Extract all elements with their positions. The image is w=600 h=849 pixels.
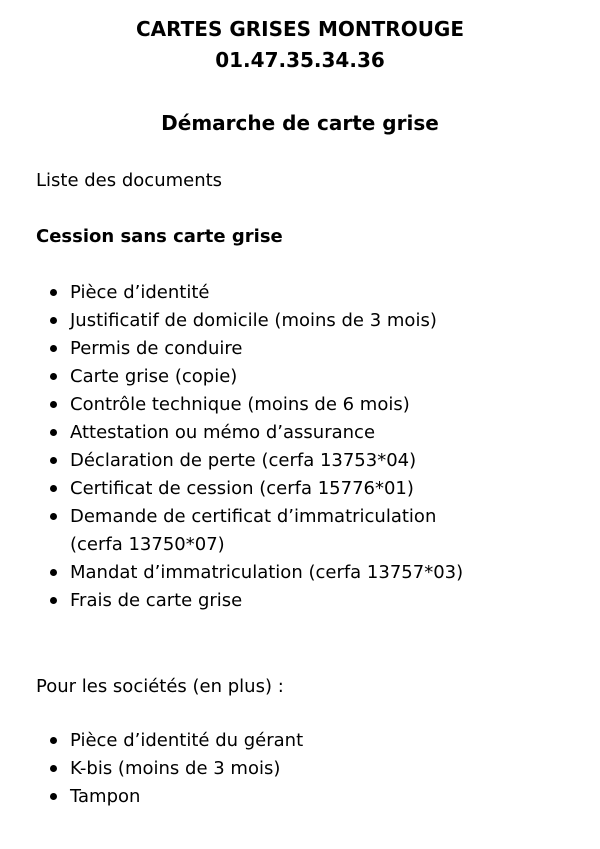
list-item-label: K-bis (moins de 3 mois)	[70, 758, 281, 779]
bullet-icon	[50, 569, 57, 576]
bullet-icon	[50, 793, 57, 800]
list-item-label: Justificatif de domicile (moins de 3 mois)	[70, 310, 437, 331]
list-item-label: Pièce d’identité	[70, 282, 210, 303]
bullet-icon	[50, 401, 57, 408]
list-item-label: Carte grise (copie)	[70, 366, 238, 387]
list-item-label: Mandat d’immatriculation (cerfa 13757*03)	[70, 562, 464, 583]
list-item	[36, 363, 576, 391]
bullet-icon	[50, 289, 57, 296]
list-item	[36, 391, 576, 419]
list-item-label: Permis de conduire	[70, 338, 243, 359]
list-item-label: Frais de carte grise	[70, 590, 243, 611]
page-subtitle: Démarche de carte grise	[161, 111, 439, 135]
bullet-icon	[50, 737, 57, 744]
list-item-label: Demande de certificat d’immatriculation (cerfa 13750*07)	[70, 506, 437, 555]
bullet-icon	[50, 765, 57, 772]
list-item-label: Pièce d’identité du gérant	[70, 730, 304, 751]
list-item	[36, 307, 576, 335]
header-title: CARTES GRISES MONTROUGE	[135, 17, 465, 41]
bullet-icon	[50, 597, 57, 604]
list-item	[36, 503, 576, 559]
list-item-label: Tampon	[70, 786, 141, 807]
bullet-icon	[50, 485, 57, 492]
list-item-label: Contrôle technique (moins de 6 mois)	[70, 394, 410, 415]
list-item	[36, 335, 576, 363]
list-item	[36, 475, 576, 503]
companies-documents-list	[36, 727, 576, 811]
list-item-label: Certificat de cession (cerfa 15776*01)	[70, 478, 414, 499]
companies-section-title: Pour les sociétés (en plus) :	[36, 676, 284, 697]
bullet-icon	[50, 513, 57, 520]
list-item	[36, 587, 576, 615]
list-item-label: Déclaration de perte (cerfa 13753*04)	[70, 450, 417, 471]
header-phone: 01.47.35.34.36	[215, 48, 385, 72]
bullet-icon	[50, 457, 57, 464]
section-title: Cession sans carte grise	[36, 226, 283, 247]
bullet-icon	[50, 345, 57, 352]
list-item	[36, 279, 576, 307]
list-item	[36, 755, 576, 783]
list-item-label: Attestation ou mémo d’assurance	[70, 422, 376, 443]
list-item	[36, 419, 576, 447]
bullet-icon	[50, 317, 57, 324]
bullet-icon	[50, 373, 57, 380]
intro-text: Liste des documents	[36, 170, 223, 191]
page-header	[0, 14, 600, 76]
bullet-icon	[50, 429, 57, 436]
list-item	[36, 559, 576, 587]
list-item	[36, 447, 576, 475]
list-item	[36, 727, 576, 755]
list-item	[36, 783, 576, 811]
documents-list	[36, 279, 576, 615]
